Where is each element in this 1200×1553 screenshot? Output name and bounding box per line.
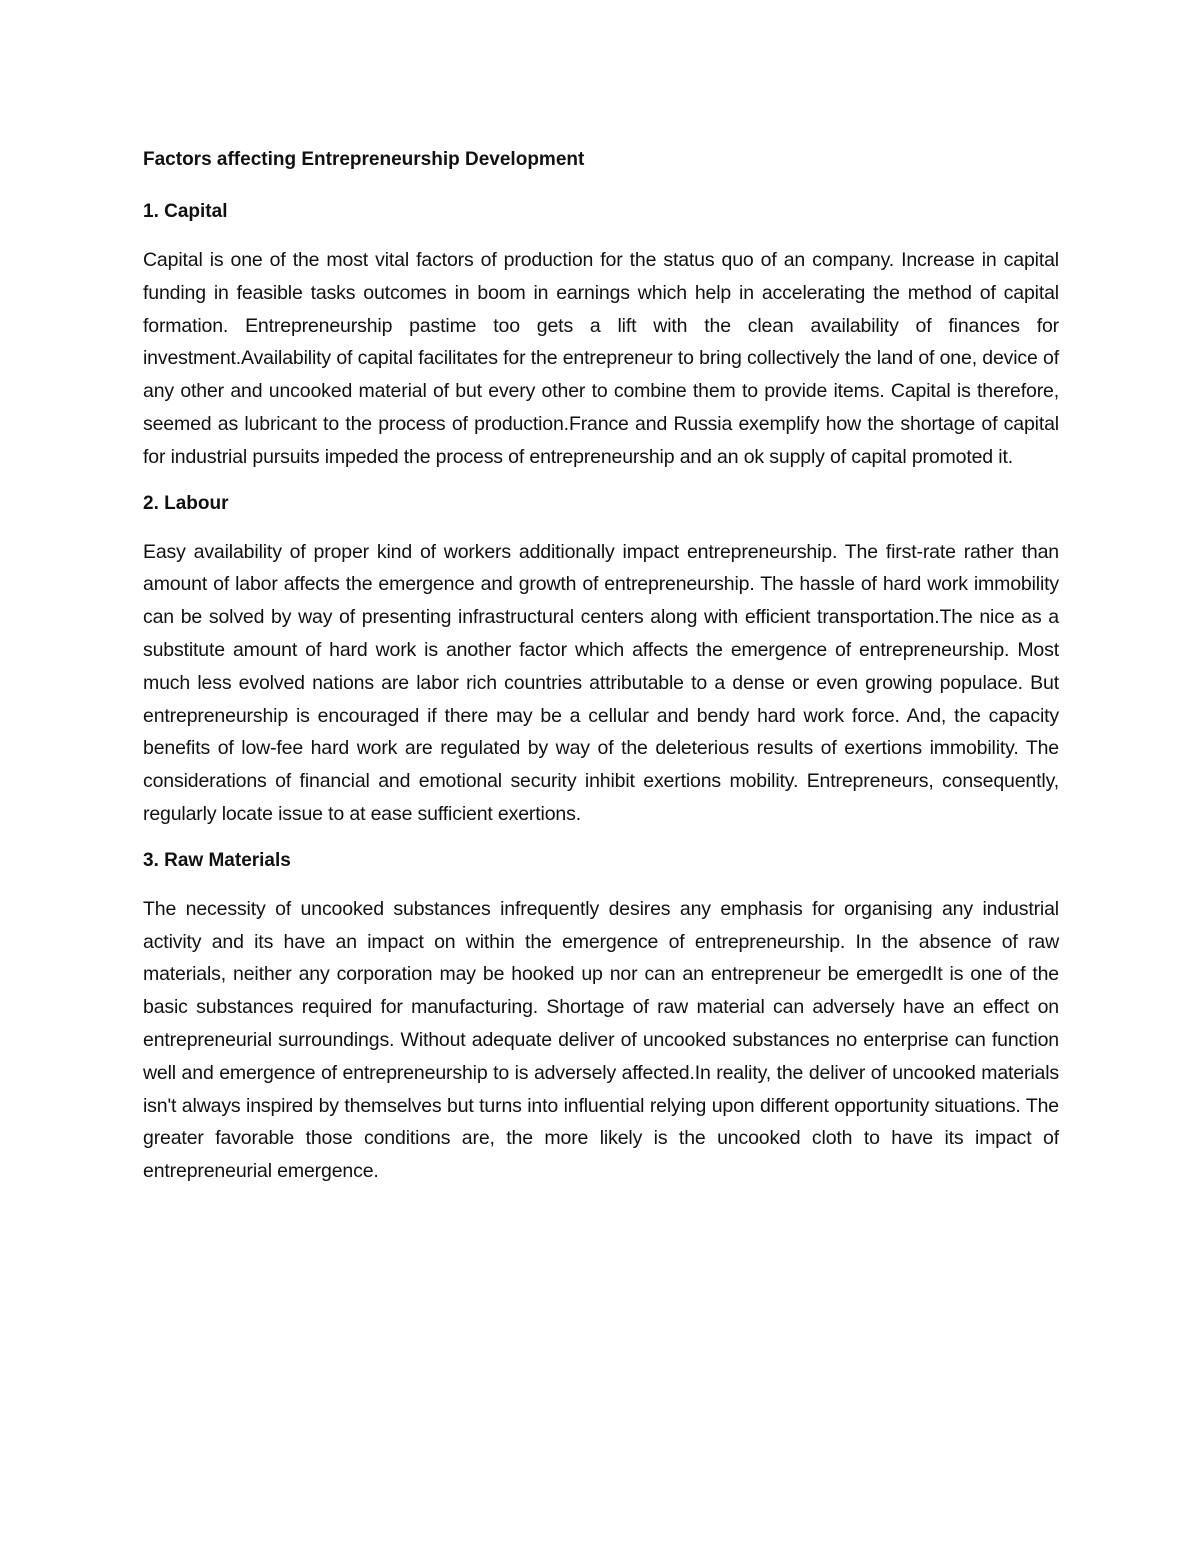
section-capital (143, 196, 1059, 474)
section-heading-raw-materials: 3. Raw Materials (143, 849, 291, 871)
section-heading-capital: 1. Capital (143, 201, 228, 222)
section-labour (143, 488, 1059, 831)
section-raw-materials (143, 845, 1059, 1188)
document-title: Factors affecting Entrepreneurship Development (143, 149, 585, 170)
section-body-raw-materials: The necessity of uncooked substances infrequently desires any emphasis for organising any industrial activity and its have an impact on within the emergence of entrepreneurship. In the absence of raw materials, neither any corporation may be hooked up nor can an entrepreneur be emergedIt is one of the basic substances required for manufacturing. Shortage of raw material can adversely have an effect on entrepreneurial surroundings. Without adequate deliver of uncooked substances no enterprise can function well and emergence of entrepreneurship to is adversely affected.In reality, the deliver of uncooked materials isn't always inspired by themselves but turns into influential relying upon different opportunity situations. The greater favorable those conditions are, the more likely is the uncooked cloth to have its impact of entrepreneurial emergence. (143, 897, 1059, 1183)
section-heading-labour: 2. Labour (143, 492, 229, 514)
section-body-capital: Capital is one of the most vital factors of production for the status quo of an company. Increase in capital funding in feasible tasks outcomes in boom in earnings which help in accelerating the method of capital formation. Entrepreneurship pastime too gets a lift with the clean availability of finances for investment.Availability of capital facilitates for the entrepreneur to bring collectively the land of one, device of any other and uncooked material of but every other to combine them to provide items. Capital is therefore, seemed as lubricant to the process of production.France and Russia exemplify how the shortage of capital for industrial pursuits impeded the process of entrepreneurship and an ok supply of capital promoted it. (143, 249, 1059, 468)
section-body-labour: Easy availability of proper kind of workers additionally impact entrepreneurship. The first-rate rather than amount of labor affects the emergence and growth of entrepreneurship. The hassle of hard work immobility can be solved by way of presenting infrastructural centers along with efficient transportation.The nice as a substitute amount of hard work is another factor which affects the emergence of entrepreneurship. Most much less evolved nations are labor rich countries attributable to a dense or even growing populace. But entrepreneurship is encouraged if there may be a cellular and bendy hard work force. And, the capacity benefits of low-fee hard work are regulated by way of the deleterious results of exertions immobility. The considerations of financial and emotional security inhibit exertions mobility. Entrepreneurs, consequently, regularly locate issue to at ease sufficient exertions. (143, 540, 1059, 825)
